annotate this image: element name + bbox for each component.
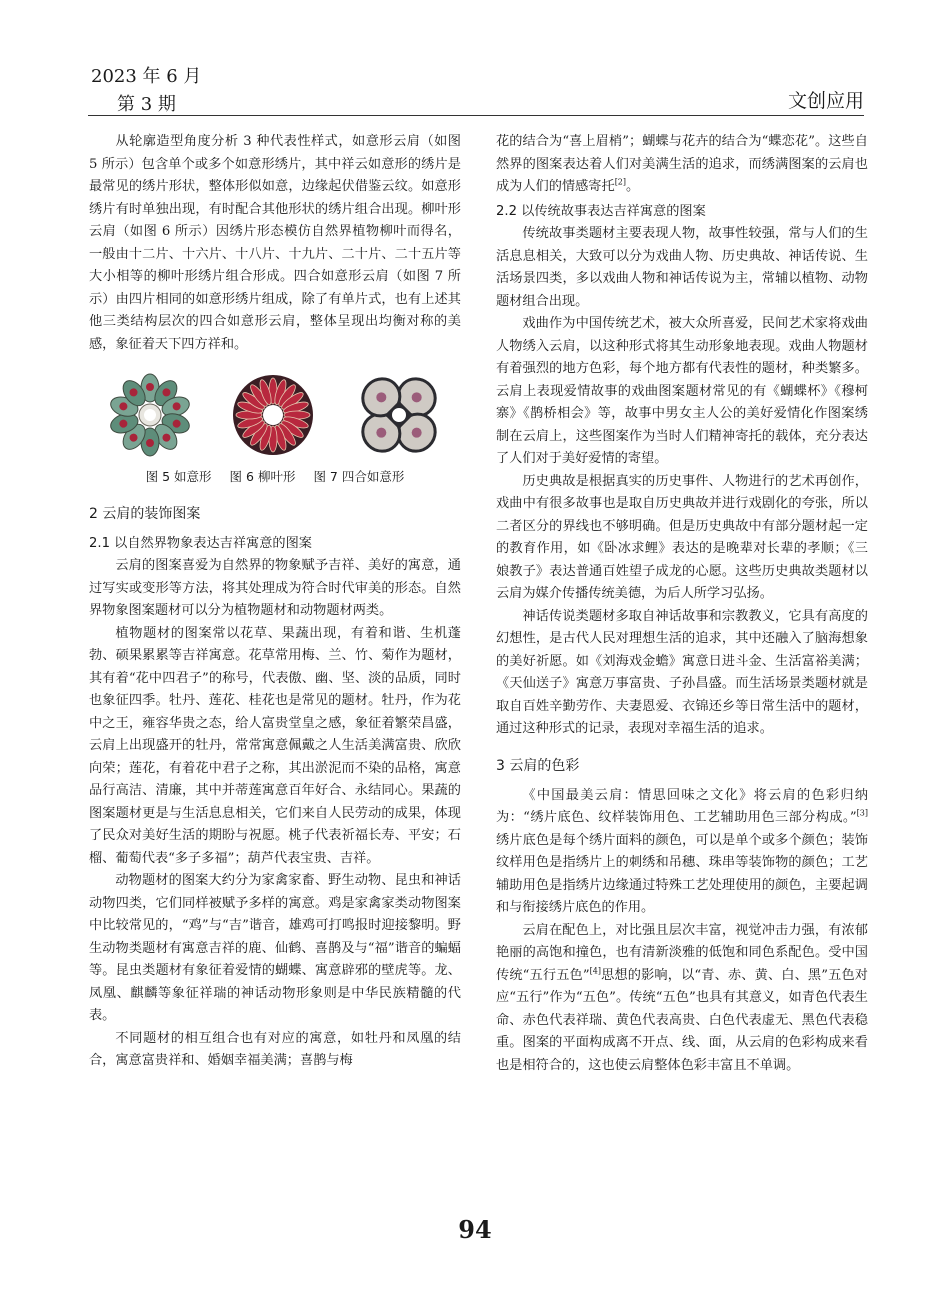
paragraph: 动物题材的图案大约分为家禽家畜、野生动物、昆虫和神话动物四类，它们同样被赋予多样的寓意。鸡是家禽家类动物图案中比较常见的，“鸡”与“吉”谐音，雄鸡可打鸣报时迎接黎明。野生动物类题材有寓意吉祥的鹿、仙鹤、喜鹊及与“福”谐音的蝙蝠等。昆虫类题材有象征着爱情的蝴蝶、寓意辟邪的壁虎等。龙、凤凰、麒麟等象征祥瑞的神话动物形象则是中华民族精髓的代表。 — [89, 873, 461, 1023]
paragraph: 植物题材的图案常以花草、果蔬出现，有着和谐、生机蓬勃、硕果累累等吉祥寓意。花草常用梅、兰、竹、菊作为题材，其有着“花中四君子”的称号，代表傲、幽、坚、淡的品质，同时也象征四季。牡丹、莲花、桂花也是常见的题材。牡丹，作为花中之王，雍容华贵之态，给人富贵堂皇之感，象征着繁荣昌盛，云肩上出现盛开的牡丹，常常寓意佩戴之人生活美满富贵、欣欣向荣；莲花，有着花中君子之称，其出淤泥而不染的品格，寓意品行高洁、清廉，其中并蒂莲寓意百年好合、永结同心。果蔬的图案题材更是与生活息息相关，它们来自人民劳动的成果，体现了民众对美好生活的期盼与祝愿。桃子代表祈福长寿、平安；石榴、葡萄代表“多子多福”；葫芦代表宝贵、吉祥。 — [89, 625, 461, 866]
four-ruyi-yunjian-image — [353, 372, 445, 458]
paragraph: 历史典故是根据真实的历史事件、人物进行的艺术再创作，戏曲中有很多故事也是取自历史典故并进行戏剧化的夸张，所以二者区分的界线也不够明确。但是历史典故中有部分题材起一定的教育作用，如《卧冰求鲤》表达的是晚辈对长辈的孝顺；《三娘教子》表达普通百姓望子成龙的心愿。这些历史典故类题材以云肩为媒介传播传统美德，为后人所学习弘扬。 — [496, 473, 868, 601]
paragraph — [496, 131, 868, 199]
subsection-heading: 2.2 以传统故事表达吉祥寓意的图案 — [496, 203, 706, 219]
paragraph-text: 花的结合为“喜上眉梢”；蝴蝶与花卉的结合为“蝶恋花”。这些自然界的图案表达着人们对美满生活的追求，而绣满图案的云肩也成为人们的情感寄托 — [496, 134, 868, 194]
journal-date: 2023 年 6 月 — [91, 66, 202, 87]
ruyi-yunjian-image — [107, 372, 193, 458]
paragraph: 不同题材的相互组合也有对应的寓意，如牡丹和凤凰的结合，寓意富贵祥和、婚姻幸福美满；喜鹊与梅 — [89, 1030, 461, 1068]
section-title: 文创应用 — [787, 90, 864, 112]
page-number: 94 — [458, 1215, 492, 1244]
paragraph-text: 。 — [626, 179, 640, 194]
figure-7-caption: 图 7 四合如意形 — [313, 469, 405, 484]
paragraph-text: 思想的影响，以“青、赤、黄、白、黑”五色对应“五行”作为“五色”。传统“五色”也具有其意义，如青色代表生命、赤色代表祥瑞、黄色代表高贵、白色代表虚无、黑色代表稳重。图案的平面构成离不开点、线、面，从云肩的色彩构成来看也是相符合的，这也使云肩整体色彩丰富且不单调。 — [496, 967, 868, 1073]
right-column — [496, 131, 868, 1077]
citation: [2] — [614, 177, 627, 187]
paragraph-text: 绣片底色是每个绣片面料的颜色，可以是单个或多个颜色；装饰纹样用色是指绣片上的刺绣和吊穗、珠串等装饰物的颜色；工艺辅助用色是指绣片边缘通过特殊工艺处理使用的颜色，主要起调和与衔接绣片底色的作用。 — [496, 832, 868, 915]
paragraph — [496, 920, 868, 1078]
paragraph: 传统故事类题材主要表现人物，故事性较强，常与人们的生活息息相关，大致可以分为戏曲人物、历史典故、神话传说、生活场景四类，多以戏曲人物和神话传说为主，常辅以植物、动物题材组合出现。 — [496, 226, 868, 309]
header-rule — [88, 115, 864, 116]
paragraph-text: 《中国最美云肩：情思回味之文化》将云肩的色彩归纳为：“绣片底色、纹样装饰用色、工艺辅助用色三部分构成。” — [496, 787, 868, 825]
figure-6-caption: 图 6 柳叶形 — [229, 469, 296, 484]
left-column — [89, 131, 461, 1073]
figure-row — [107, 370, 445, 460]
paragraph — [496, 785, 868, 920]
paragraph: 云肩的图案喜爱为自然界的物象赋予吉祥、美好的寓意，通过写实或变形等方法，将其处理成为符合时代审美的形态。自然界物象图案题材可以分为植物题材和动物题材两类。 — [89, 558, 461, 618]
paragraph: 神话传说类题材多取自神话故事和宗教教义，它具有高度的幻想性，是古代人民对理想生活的追求，其中还融入了脑海想象的美好祈愿。如《刘海戏金蟾》寓意日进斗金、生活富裕美满；《天仙送子》寓意万事富贵、子孙昌盛。而生活场景类题材就是取自百姓辛勤劳作、夫妻恩爱、衣锦还乡等日常生活中的题材，通过这种形式的记录，表现对幸福生活的追求。 — [496, 608, 868, 736]
figure-5-caption: 图 5 如意形 — [145, 469, 212, 484]
section-heading: 2 云肩的装饰图案 — [89, 505, 201, 522]
willow-yunjian-image — [230, 372, 316, 458]
paragraph: 戏曲作为中国传统艺术，被大众所喜爱，民间艺术家将戏曲人物绣入云肩，以这种形式将其生动形象地表现。戏曲人物题材有着强烈的地方色彩，每个地方都有代表性的题材，种类繁多。云肩上表现爱情故事的戏曲图案题材常见的有《蝴蝶杯》《穆柯寨》《鹊桥相会》等，故事中男女主人公的美好爱情化作图案绣制在云肩上，这些图案作为当时人们精神寄托的载体，充分表达了人们对于美好爱情的寄望。 — [496, 316, 868, 466]
paragraph-text: 云肩在配色上，对比强且层次丰富，视觉冲击力强，有浓郁艳丽的高饱和撞色，也有清新淡雅的低饱和同色系配色。受中国传统“五行五色” — [496, 922, 868, 983]
citation: [4] — [589, 966, 601, 976]
subsection-heading: 2.1 以自然界物象表达吉祥寓意的图案 — [89, 535, 312, 551]
citation: [3] — [856, 808, 868, 818]
paragraph: 从轮廓造型角度分析 3 种代表性样式，如意形云肩（如图 5 所示）包含单个或多个如意形绣片，其中祥云如意形的绣片是最常见的绣片形状，整体形似如意，边缘起伏借鉴云纹。如意形绣片有时单独出现，有时配合其他形状的绣片组合出现。柳叶形云肩（如图 6 所示）因绣片形态模仿自然界植物柳叶而得名，一般由十二片、十六片、十八片、十九片、二十片、二十五片等大小相等的柳叶形绣片组合形成。四合如意形云肩（如图 7 所示）由四片相同的如意形绣片组成，除了有单片式，也有上述其他三类结构层次的四合如意形云肩，整体呈现出均衡对称的美感，象征着天下四方祥和。 — [89, 134, 461, 352]
section-heading: 3 云肩的色彩 — [496, 757, 580, 774]
figure-captions — [89, 466, 461, 489]
journal-issue: 第 3 期 — [117, 94, 176, 115]
